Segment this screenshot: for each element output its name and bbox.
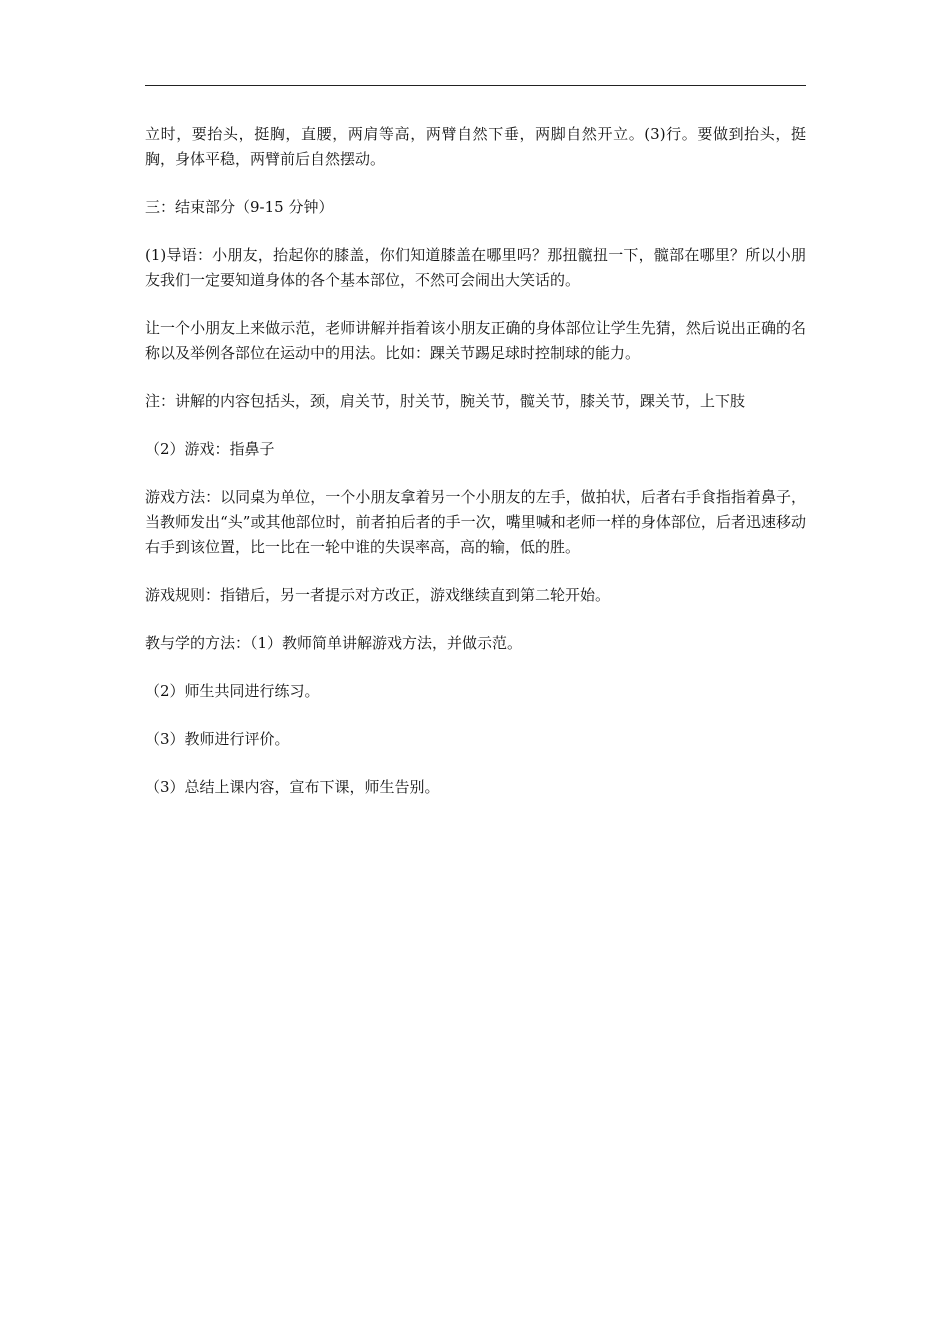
paragraph-introduction: (1)导语：小朋友，抬起你的膝盖，你们知道膝盖在哪里吗？那扭髋扭一下，髋部在哪里？所以小朋友我们一定要知道身体的各个基本部位，不然可会闹出大笑话的。 <box>145 246 806 289</box>
header-rule <box>145 85 806 86</box>
document-body <box>145 122 806 823</box>
paragraph-demonstration: 让一个小朋友上来做示范，老师讲解并指着该小朋友正确的身体部位让学生先猜，然后说出正确的名称以及举例各部位在运动中的用法。比如：踝关节踢足球时控制球的能力。 <box>145 319 806 362</box>
paragraph-evaluation: （3）教师进行评价。 <box>145 730 290 748</box>
paragraph-game-title: （2）游戏：指鼻子 <box>145 440 275 458</box>
paragraph-game-rules: 游戏规则：指错后，另一者提示对方改正，游戏继续直到第二轮开始。 <box>145 586 611 604</box>
paragraph-standing-walking: 立时，要抬头，挺胸，直腰，两肩等高，两臂自然下垂，两脚自然开立。(3)行。要做到抬头，挺胸，身体平稳，两臂前后自然摆动。 <box>145 125 806 168</box>
paragraph-note: 注：讲解的内容包括头，颈，肩关节，肘关节，腕关节，髋关节，膝关节，踝关节，上下肢 <box>145 392 746 410</box>
section-heading-ending: 三：结束部分（9-15 分钟） <box>145 198 334 216</box>
paragraph-teaching-method: 教与学的方法：（1）教师简单讲解游戏方法，并做示范。 <box>145 634 523 652</box>
paragraph-game-method: 游戏方法：以同桌为单位，一个小朋友拿着另一个小朋友的左手，做拍状，后者右手食指指着鼻子，当教师发出“头”或其他部位时，前者拍后者的手一次，嘴里喊和老师一样的身体部位，后者迅速移动右手到该位置，比一比在一轮中谁的失误率高，高的输，低的胜。 <box>145 488 806 556</box>
paragraph-summary: （3）总结上课内容，宣布下课，师生告别。 <box>145 778 440 796</box>
paragraph-practice: （2）师生共同进行练习。 <box>145 682 320 700</box>
